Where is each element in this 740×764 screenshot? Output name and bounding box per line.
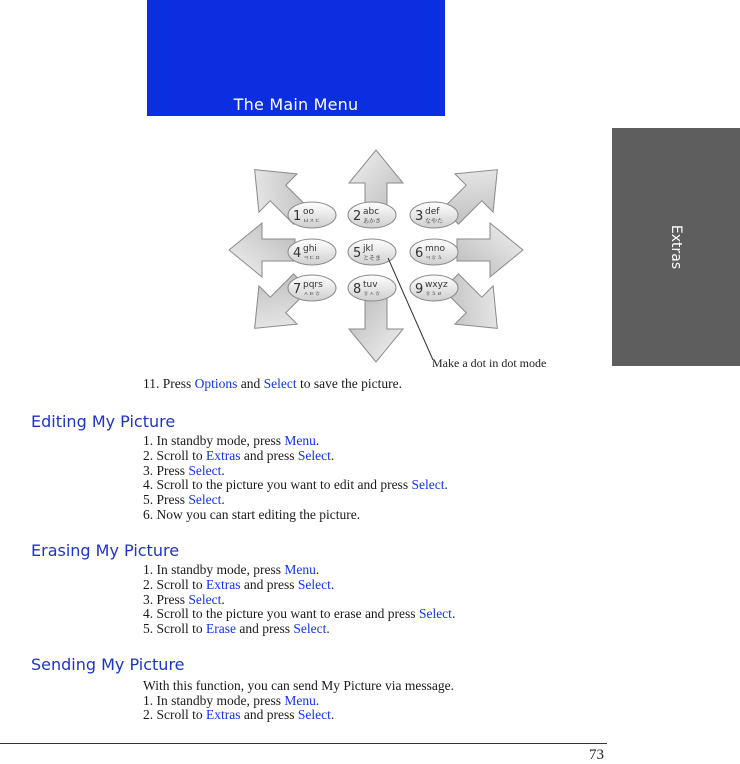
editing-step-2	[143, 449, 334, 464]
editing-step-1	[143, 434, 319, 449]
key-5	[348, 239, 396, 265]
editing-heading: Editing My Picture	[31, 412, 176, 431]
key-letters: pqrs	[303, 280, 323, 290]
key-4	[288, 239, 336, 265]
menu-key: Menu	[284, 562, 316, 577]
keypad-callout: Make a dot in dot mode	[432, 356, 547, 370]
step-text: .	[315, 693, 320, 708]
select-key: Select	[293, 621, 327, 636]
step-text: .	[315, 562, 320, 577]
key-digit: 5	[353, 246, 362, 261]
arrow-right-icon	[457, 223, 523, 277]
step-text: .	[326, 621, 330, 636]
key-sub-chars: ㅅㅌㅎ	[303, 291, 321, 298]
extras-key: Extras	[206, 577, 241, 592]
step-text: .	[330, 577, 335, 592]
key-sub-chars: ㅋㄷㅍ	[303, 255, 321, 262]
key-digit: 8	[353, 282, 362, 297]
erasing-step-4	[143, 607, 455, 622]
extras-side-tab	[612, 128, 740, 366]
menu-key: Menu	[284, 693, 316, 708]
step-text: and press	[240, 577, 298, 592]
key-letters: ghi	[303, 244, 317, 254]
select-key: Select	[263, 376, 297, 391]
step-text: 1. In standby mode, press	[143, 693, 285, 708]
erasing-heading: Erasing My Picture	[31, 541, 180, 560]
editing-step-4	[143, 478, 448, 493]
select-key: Select	[188, 592, 222, 607]
step-text: 2. Scroll to	[143, 577, 206, 592]
step-text: 5. Press	[143, 492, 189, 507]
key-6	[410, 239, 458, 265]
key-sub-chars: あかさ	[363, 218, 382, 225]
extras-key: Extras	[206, 707, 241, 722]
key-sub-chars: ㅂㅈㄷ	[303, 218, 321, 225]
keypad-keys	[288, 202, 458, 301]
step-text: 2. Scroll to	[143, 707, 206, 722]
key-1	[288, 202, 336, 228]
extras-key: Extras	[206, 448, 241, 463]
arrow-down-icon	[349, 296, 403, 362]
step-text: and press	[235, 621, 294, 636]
select-key: Select	[188, 492, 222, 507]
step-text: 3. Press	[143, 592, 189, 607]
select-key: Select	[411, 477, 445, 492]
erase-key: Erase	[206, 621, 236, 636]
key-letters: abc	[363, 207, 380, 217]
key-sub-chars: ㅋㅎㅊ	[425, 255, 443, 262]
step-text: 11. Press	[143, 376, 195, 391]
key-8	[348, 275, 396, 301]
editing-step-5	[143, 493, 225, 508]
editing-step-6: 6. Now you can start editing the picture.	[143, 507, 361, 522]
select-key: Select	[418, 606, 452, 621]
key-sub-chars: ㅎㅊㄹ	[425, 291, 443, 298]
key-digit: 9	[415, 282, 424, 297]
key-letters: def	[425, 207, 440, 217]
main-menu-banner	[147, 0, 445, 116]
key-7	[288, 275, 336, 301]
step-text: 1. In standby mode, press	[143, 562, 285, 577]
erasing-step-2	[143, 578, 334, 593]
arrow-left-icon	[229, 223, 295, 277]
banner-title: The Main Menu	[233, 95, 359, 114]
key-9	[410, 275, 458, 301]
step-text: 1. In standby mode, press	[143, 433, 285, 448]
step-text: .	[221, 492, 225, 507]
step-text: 2. Scroll to	[143, 448, 206, 463]
key-digit: 4	[293, 246, 302, 261]
step-text: .	[444, 477, 448, 492]
step-text: to save the picture.	[296, 376, 402, 391]
select-key: Select	[188, 463, 222, 478]
step-11	[143, 377, 402, 392]
step-text: .	[330, 448, 335, 463]
key-sub-chars: とそま	[363, 255, 382, 262]
key-digit: 6	[415, 246, 424, 261]
key-3	[410, 202, 458, 228]
sending-heading: Sending My Picture	[31, 655, 185, 674]
step-text: .	[330, 707, 335, 722]
select-key: Select	[297, 448, 331, 463]
step-text: and	[237, 376, 264, 391]
menu-key: Menu	[284, 433, 316, 448]
key-letters: tuv	[363, 280, 378, 290]
select-key: Select	[297, 577, 331, 592]
step-text: .	[315, 433, 320, 448]
step-text: .	[221, 463, 225, 478]
select-key: Select	[297, 707, 331, 722]
step-text: .	[451, 606, 456, 621]
key-sub-chars: ㅎㅅㅎ	[363, 291, 381, 298]
step-text: 3. Press	[143, 463, 189, 478]
step-text: and press	[240, 707, 298, 722]
options-key: Options	[194, 376, 238, 391]
key-letters: wxyz	[425, 280, 448, 290]
callout-line	[388, 258, 433, 360]
footer-divider	[0, 743, 607, 744]
step-text: and press	[240, 448, 298, 463]
step-text: 4. Scroll to the picture you want to edit and press	[143, 477, 412, 492]
step-text: 4. Scroll to the picture you want to erase and press	[143, 606, 419, 621]
sending-intro: With this function, you can send My Picture via message.	[143, 678, 455, 693]
side-tab-label: Extras	[668, 224, 684, 270]
key-digit: 7	[293, 282, 302, 297]
key-letters: oo	[303, 207, 315, 217]
erasing-step-5	[143, 622, 330, 637]
sending-step-2	[143, 708, 334, 723]
key-2	[348, 202, 396, 228]
key-digit: 1	[293, 209, 302, 224]
step-text: .	[221, 592, 225, 607]
key-digit: 2	[353, 209, 362, 224]
key-letters: jkl	[363, 244, 374, 254]
arrow-down-right-icon	[432, 263, 517, 348]
keypad-diagram	[228, 145, 568, 375]
key-letters: mno	[425, 244, 445, 254]
erasing-step-1	[143, 563, 319, 578]
page-number: 73	[589, 747, 604, 763]
key-sub-chars: なやた	[425, 218, 444, 225]
step-text: 5. Scroll to	[143, 621, 206, 636]
key-digit: 3	[415, 209, 424, 224]
